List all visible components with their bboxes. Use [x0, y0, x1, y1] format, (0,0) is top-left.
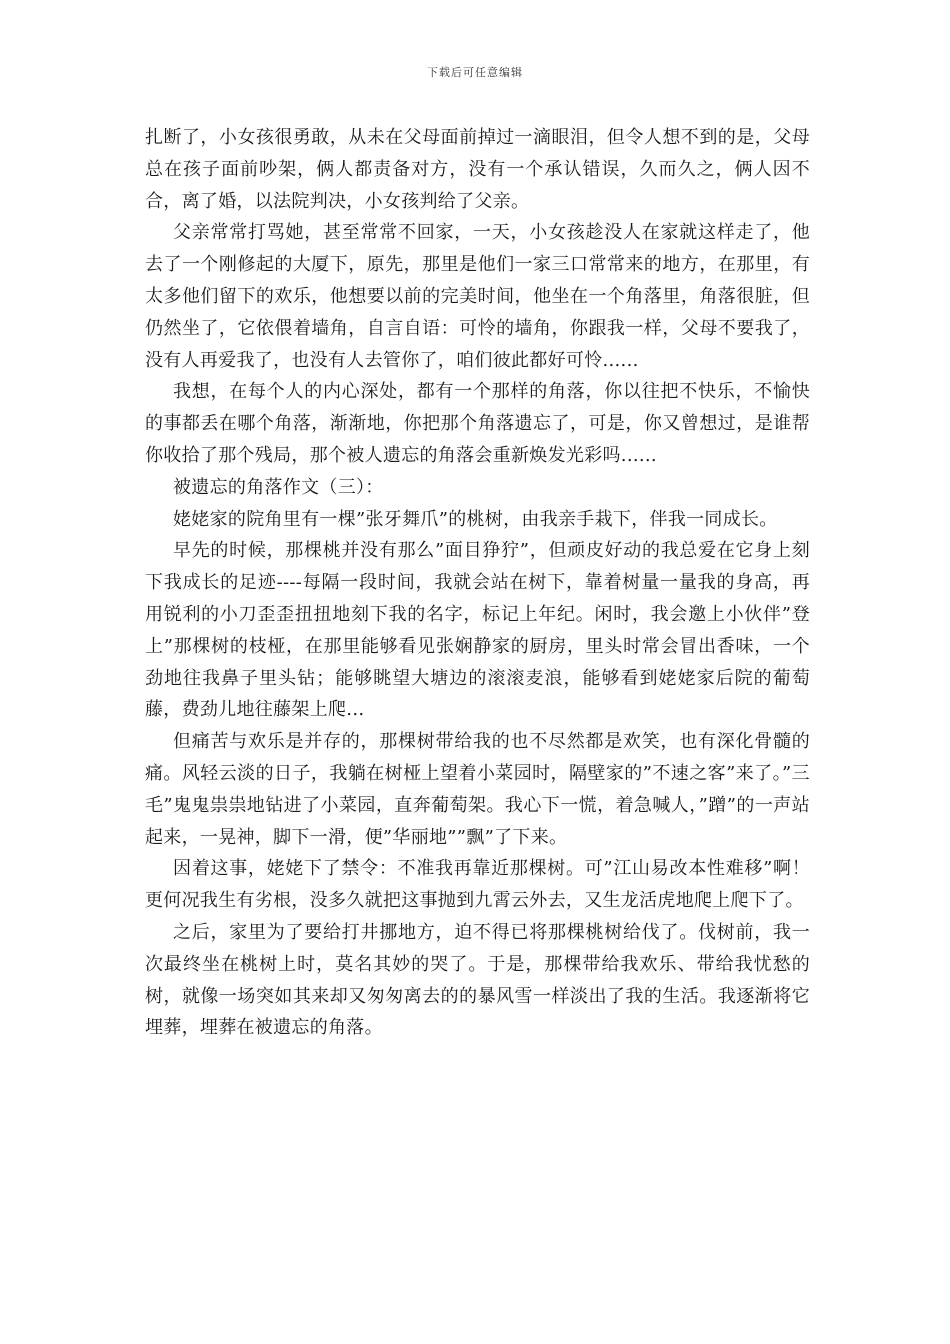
paragraph: 之后，家里为了要给打井挪地方，迫不得已将那棵桃树给伐了。伐树前，我一次最终坐在桃树上时，莫名其妙的哭了。于是，那棵带给我欢乐、带给我忧愁的树，就像一场突如其来却又匆匆离去的的暴风雪一样淡出了我的生活。我逐渐将它埋葬，埋葬在被遗忘的角落。	[145, 921, 810, 1039]
paragraph: 扎断了，小女孩很勇敢，从未在父母面前掉过一滴眼泪，但令人想不到的是，父母总在孩子面前吵架，俩人都责备对方，没有一个承认错误，久而久之，俩人因不合，离了婚，以法院判决，小女孩判给了父亲。	[145, 127, 810, 212]
paragraph: 姥姥家的院角里有一棵”张牙舞爪”的桃树，由我亲手栽下，伴我一同成长。	[173, 508, 778, 530]
essay-body	[145, 122, 810, 1044]
paragraph: 我想，在每个人的内心深处，都有一个那样的角落，你以往把不快乐，不愉快的事都丢在哪个角落，渐渐地，你把那个角落遗忘了，可是，你又曾想过，是谁帮你收拾了那个残局，那个被人遗忘的角落会重新焕发光彩吗......	[145, 381, 810, 466]
section-heading: 被遗忘的角落作文（三）：	[173, 476, 384, 498]
paragraph: 父亲常常打骂她，甚至常常不回家，一天，小女孩趁没人在家就这样走了，他去了一个刚修起的大厦下，原先，那里是他们一家三口常常来的地方，在那里，有太多他们留下的欢乐，他想要以前的完美时间，他坐在一个角落里，角落很脏，但仍然坐了，它依偎着墙角，自言自语：可怜的墙角，你跟我一样，父母不要我了，没有人再爱我了，也没有人去管你了，咱们彼此都好可怜......	[145, 222, 810, 371]
paragraph: 但痛苦与欢乐是并存的，那棵树带给我的也不尽然都是欢笑，也有深化骨髓的痛。风轻云淡的日子，我躺在树桠上望着小菜园时，隔壁家的”不速之客”来了。”三毛”鬼鬼祟祟地钻进了小菜园，直奔葡萄架。我心下一慌，着急喊人，”蹭”的一声站起来，一晃神，脚下一滑，便”华丽地””飘”了下来。	[145, 731, 810, 848]
paragraph: 早先的时候，那棵桃并没有那么”面目狰狞”，但顽皮好动的我总爱在它身上刻下我成长的足迹----每隔一段时间，我就会站在树下，靠着树量一量我的身高，再用锐利的小刀歪歪扭扭地刻下我的名字，标记上年纪。闲时，我会邀上小伙伴”登上”那棵树的枝桠，在那里能够看见张娴静家的厨房，里头时常会冒出香味，一个劲地往我鼻子里头钻；能够眺望大塘边的滚滚麦浪，能够看到姥姥家后院的葡萄藤，费劲儿地往藤架上爬...	[145, 540, 810, 721]
paragraph: 因着这事，姥姥下了禁令：不准我再靠近那棵树。可”江山易改本性难移”啊！更何况我生有劣根，没多久就把这事抛到九霄云外去，又生龙活虎地爬上爬下了。	[145, 858, 810, 912]
page-header: 下载后可任意编辑	[427, 66, 523, 79]
